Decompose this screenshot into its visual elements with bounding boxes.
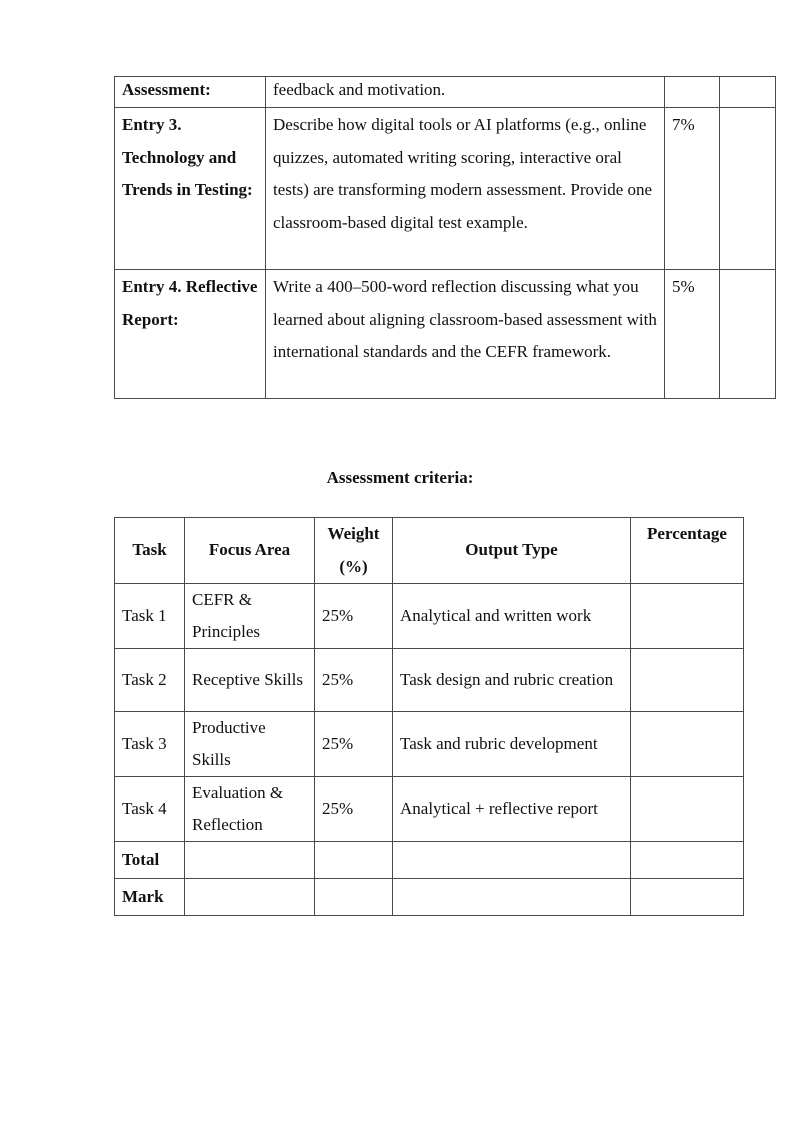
table-header-row [115,518,744,584]
table-row [115,777,744,842]
percentage-cell [631,584,744,649]
weight-cell: 25% [315,777,393,842]
task-cell: Task 3 [115,712,185,777]
task-cell: Task 4 [115,777,185,842]
weight-cell: 25% [315,584,393,649]
header-task: Task [115,518,185,584]
mark-label: Mark [115,879,185,916]
focus-area-cell: Receptive Skills [185,649,315,712]
output-type-cell: Analytical + reflective report [393,777,631,842]
criteria-table [114,517,744,916]
task-cell: Task 1 [115,584,185,649]
percentage-cell [631,649,744,712]
weight-cell: 25% [315,649,393,712]
table-row [115,270,776,399]
entry-extra [720,77,776,108]
table-row [115,584,744,649]
empty-cell [315,879,393,916]
task-cell: Task 2 [115,649,185,712]
mark-row [115,879,744,916]
percentage-cell [631,712,744,777]
empty-cell [315,842,393,879]
entry-extra [720,270,776,399]
header-weight: Weight (%) [315,518,393,584]
focus-area-cell: CEFR & Principles [185,584,315,649]
entry-description: Describe how digital tools or AI platforms (e.g., online quizzes, automated writing scoring, interactive oral tests) are transforming modern assessment. Provide one classroom-based digital test example. [266,108,665,270]
empty-cell [185,879,315,916]
output-type-cell: Task and rubric development [393,712,631,777]
entries-table [114,76,776,399]
table-row [115,108,776,270]
output-type-cell: Analytical and written work [393,584,631,649]
table-row [115,712,744,777]
focus-area-cell: Evaluation & Reflection [185,777,315,842]
empty-cell [393,879,631,916]
entry-label: Entry 4. Reflective Report: [115,270,266,399]
header-focus-area: Focus Area [185,518,315,584]
table-row [115,77,776,108]
entry-weight: 5% [665,270,720,399]
criteria-heading: Assessment criteria: [326,468,474,487]
entry-extra [720,108,776,270]
entry-description: feedback and motivation. [266,77,665,108]
weight-cell: 25% [315,712,393,777]
entry-description: Write a 400–500-word reflection discussing what you learned about aligning classroom-based assessment with international standards and the CEFR framework. [266,270,665,399]
entry-label: Entry 3. Technology and Trends in Testing: [115,108,266,270]
focus-area-cell: Productive Skills [185,712,315,777]
output-type-cell: Task design and rubric creation [393,649,631,712]
empty-cell [631,842,744,879]
total-label: Total [115,842,185,879]
table-row [115,649,744,712]
empty-cell [393,842,631,879]
entry-weight: 7% [665,108,720,270]
empty-cell [185,842,315,879]
empty-cell [631,879,744,916]
percentage-cell [631,777,744,842]
total-row [115,842,744,879]
entry-label: Assessment: [115,77,266,108]
entry-weight [665,77,720,108]
header-output-type: Output Type [393,518,631,584]
header-percentage: Percentage [631,518,744,584]
